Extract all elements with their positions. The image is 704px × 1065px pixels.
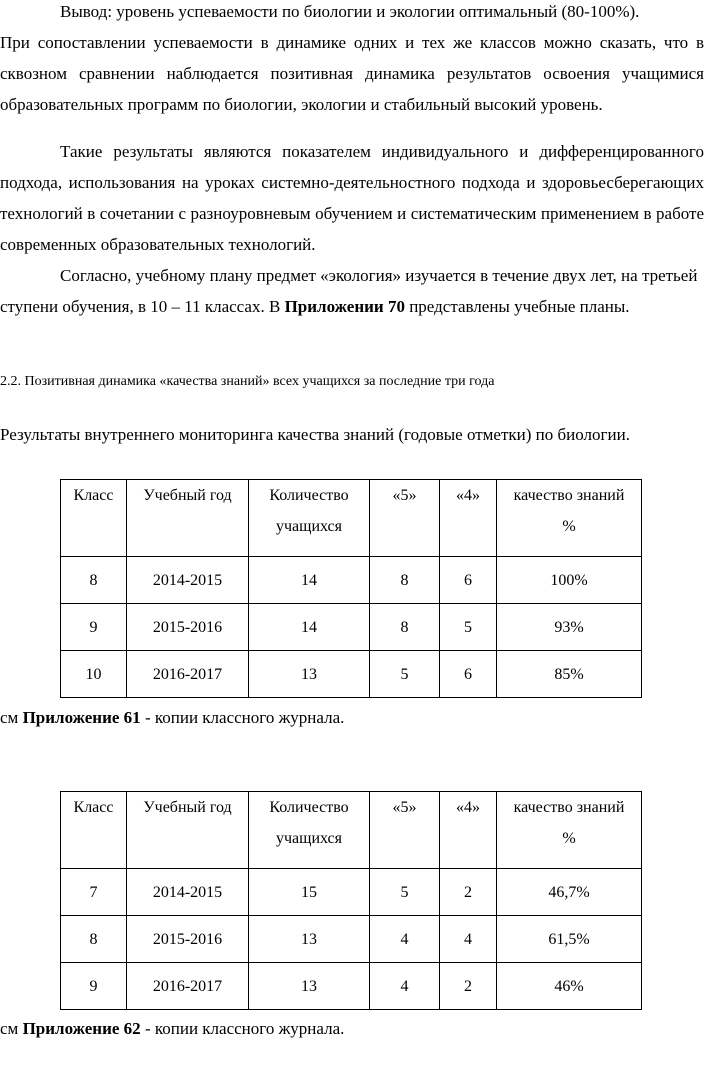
table-row xyxy=(61,651,642,698)
header-count: Количество учащихся xyxy=(249,792,370,869)
cell-quality: 100% xyxy=(497,557,642,604)
cell-class: 7 xyxy=(61,869,127,916)
table-header-row xyxy=(61,480,642,557)
header-count: Количество учащихся xyxy=(249,480,370,557)
appendix-70-link-text: Приложении 70 xyxy=(284,297,405,316)
cell-count: 15 xyxy=(249,869,370,916)
cell-count: 13 xyxy=(249,916,370,963)
cell-class: 8 xyxy=(61,557,127,604)
ecology-plan-text-after: представлены учебные планы. xyxy=(404,297,630,316)
cell-count: 14 xyxy=(249,604,370,651)
cell-five: 8 xyxy=(370,604,440,651)
paragraph-conclusion xyxy=(0,0,704,120)
conclusion-first-line: Вывод: уровень успеваемости по биологии и экологии оптимальный (80-100%). xyxy=(60,2,640,21)
header-year: Учебный год xyxy=(127,792,249,869)
cell-five: 5 xyxy=(370,869,440,916)
header-four: «4» xyxy=(440,792,497,869)
cell-count: 13 xyxy=(249,651,370,698)
cell-year: 2016-2017 xyxy=(127,963,249,1010)
ecology-plan-text-before: Согласно, учебному плану предмет «экология» изучается в течение двух лет, на третьей ступени обучения, в 10 – 11 классах. В xyxy=(0,266,698,316)
cell-class: 9 xyxy=(61,604,127,651)
table-row xyxy=(61,916,642,963)
cell-count: 14 xyxy=(249,557,370,604)
cell-year: 2014-2015 xyxy=(127,557,249,604)
quality-table-1 xyxy=(60,479,642,698)
cell-four: 2 xyxy=(440,963,497,1010)
cell-year: 2015-2016 xyxy=(127,916,249,963)
cell-five: 4 xyxy=(370,916,440,963)
cell-year: 2015-2016 xyxy=(127,604,249,651)
cell-quality: 46,7% xyxy=(497,869,642,916)
header-class: Класс xyxy=(61,480,127,557)
quality-table-2 xyxy=(60,791,642,1010)
cell-class: 9 xyxy=(61,963,127,1010)
cell-year: 2016-2017 xyxy=(127,651,249,698)
table-row xyxy=(61,869,642,916)
header-quality: качество знаний % xyxy=(497,480,642,557)
cell-quality: 61,5% xyxy=(497,916,642,963)
cell-five: 8 xyxy=(370,557,440,604)
cell-count: 13 xyxy=(249,963,370,1010)
cell-four: 4 xyxy=(440,916,497,963)
header-class: Класс xyxy=(61,792,127,869)
section-heading: 2.2. Позитивная динамика «качества знаний» всех учащихся за последние три года xyxy=(0,374,495,389)
table-row xyxy=(61,557,642,604)
table-row xyxy=(61,604,642,651)
appendix-61-note: см Приложение 61 - копии классного журнала. xyxy=(0,708,345,727)
header-five: «5» xyxy=(370,480,440,557)
cell-year: 2014-2015 xyxy=(127,869,249,916)
table-header-row xyxy=(61,792,642,869)
cell-four: 6 xyxy=(440,557,497,604)
conclusion-rest: При сопоставлении успеваемости в динамике одних и тех же классов можно сказать, что в сквозном сравнении наблюдается позитивная динамика результатов освоения учащимися образовательных программ по биологии, экологии и стабильный высокий уровень. xyxy=(0,33,704,114)
cell-class: 10 xyxy=(61,651,127,698)
monitoring-title: Результаты внутреннего мониторинга качества знаний (годовые отметки) по биологии. xyxy=(0,425,630,444)
header-year: Учебный год xyxy=(127,480,249,557)
table-row xyxy=(61,963,642,1010)
cell-five: 4 xyxy=(370,963,440,1010)
paragraph-ecology-plan xyxy=(0,260,704,322)
cell-quality: 93% xyxy=(497,604,642,651)
cell-class: 8 xyxy=(61,916,127,963)
appendix-62-link-text: Приложение 62 xyxy=(22,1019,141,1038)
cell-quality: 85% xyxy=(497,651,642,698)
cell-four: 5 xyxy=(440,604,497,651)
paragraph-results: Такие результаты являются показателем индивидуального и дифференцированного подхода, использования на уроках системно-деятельностного подхода и здоровьесберегающих технологий в сочетании с разноуровневым обучением и систематическим применением в работе современных образовательных технологий. xyxy=(0,142,704,254)
header-four: «4» xyxy=(440,480,497,557)
cell-five: 5 xyxy=(370,651,440,698)
appendix-62-note: см Приложение 62 - копии классного журнала. xyxy=(0,1019,345,1038)
cell-quality: 46% xyxy=(497,963,642,1010)
appendix-61-link-text: Приложение 61 xyxy=(22,708,141,727)
cell-four: 2 xyxy=(440,869,497,916)
cell-four: 6 xyxy=(440,651,497,698)
header-five: «5» xyxy=(370,792,440,869)
header-quality: качество знаний % xyxy=(497,792,642,869)
